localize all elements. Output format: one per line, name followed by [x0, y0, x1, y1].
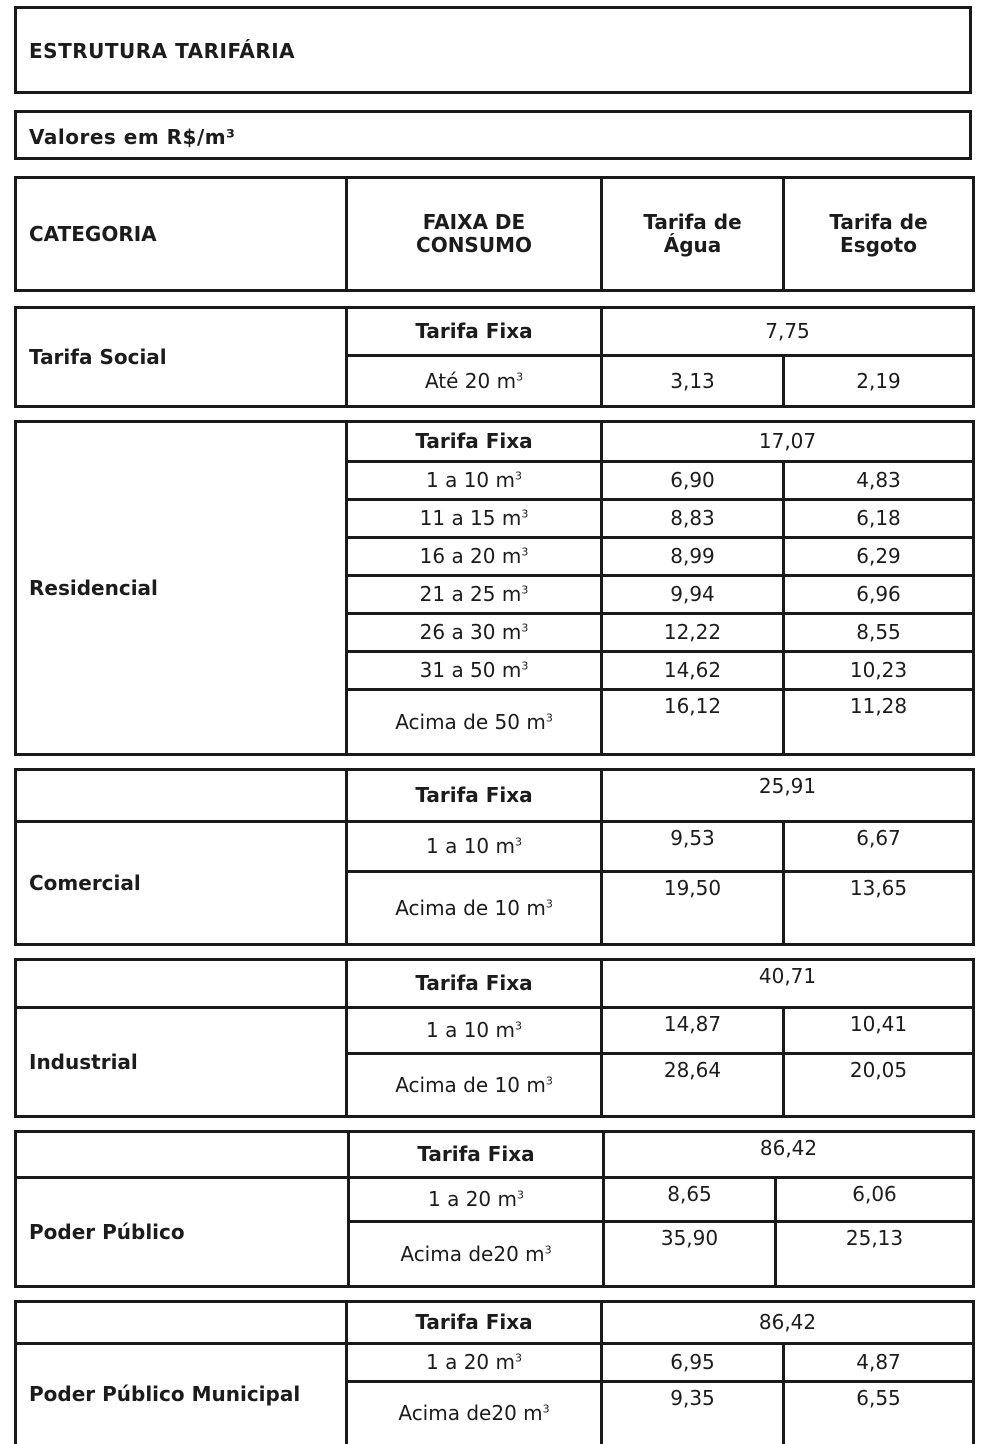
tarifa-fixa-label: Tarifa Fixa	[347, 308, 602, 356]
category-table-comercial	[14, 768, 975, 946]
category-name: Poder Público	[16, 1178, 349, 1287]
esgoto-cell: 6,55	[784, 1382, 974, 1444]
category-table-industrial	[14, 958, 975, 1118]
blank-cell	[16, 960, 347, 1008]
agua-cell: 19,50	[602, 872, 784, 945]
faixa-cell: 1 a 10 $m^3$	[347, 462, 602, 500]
faixa-cell: 16 a 20 $m^3$	[347, 538, 602, 576]
agua-cell: 12,22	[602, 614, 784, 652]
agua-cell: 9,35	[602, 1382, 784, 1444]
esgoto-cell: 10,23	[784, 652, 974, 690]
category-table-residencial	[14, 420, 975, 756]
faixa-cell: 1 a 20 $m^3$	[347, 1344, 602, 1382]
agua-cell: 9,94	[602, 576, 784, 614]
esgoto-cell: 20,05	[784, 1054, 974, 1117]
esgoto-cell: 2,19	[784, 356, 974, 407]
title-box	[14, 6, 972, 94]
esgoto-cell: 25,13	[776, 1222, 974, 1287]
tarifa-fixa-label: Tarifa Fixa	[347, 770, 602, 822]
tarifa-fixa-value: 17,07	[602, 422, 974, 462]
units-box	[14, 110, 972, 160]
esgoto-cell: 6,67	[784, 822, 974, 872]
tarifa-fixa-label: Tarifa Fixa	[347, 1302, 602, 1344]
agua-cell: 14,87	[602, 1008, 784, 1054]
category-name: Industrial	[16, 1008, 347, 1117]
esgoto-cell: 4,87	[784, 1344, 974, 1382]
agua-cell: 8,83	[602, 500, 784, 538]
agua-cell: 14,62	[602, 652, 784, 690]
faixa-cell: Até 20 $m^3$	[347, 356, 602, 407]
category-name: Tarifa Social	[16, 308, 347, 407]
tarifa-fixa-value: 86,42	[602, 1302, 974, 1344]
header-agua: Tarifa de Água	[602, 178, 784, 291]
agua-cell: 8,65	[604, 1178, 776, 1222]
esgoto-cell: 11,28	[784, 690, 974, 755]
faixa-cell: Acima de 50 $m^3$	[347, 690, 602, 755]
units-label: Valores em R$/m³	[29, 125, 236, 149]
header-categoria: CATEGORIA	[16, 178, 347, 291]
tarifa-fixa-value: 7,75	[602, 308, 974, 356]
category-table-poder-publico-municipal	[14, 1300, 975, 1444]
header-faixa: FAIXA DE CONSUMO	[347, 178, 602, 291]
header-table	[14, 176, 975, 292]
agua-cell: 8,99	[602, 538, 784, 576]
blank-cell	[16, 1132, 349, 1178]
blank-cell	[16, 770, 347, 822]
esgoto-cell: 6,96	[784, 576, 974, 614]
page-title: ESTRUTURA TARIFÁRIA	[29, 39, 296, 63]
faixa-cell: 31 a 50 $m^3$	[347, 652, 602, 690]
faixa-cell: Acima de20 $m^3$	[349, 1222, 604, 1287]
agua-cell: 9,53	[602, 822, 784, 872]
agua-cell: 3,13	[602, 356, 784, 407]
category-name: Residencial	[16, 422, 347, 755]
category-name: Comercial	[16, 822, 347, 945]
faixa-cell: 21 a 25 $m^3$	[347, 576, 602, 614]
tarifa-fixa-label: Tarifa Fixa	[347, 960, 602, 1008]
esgoto-cell: 6,06	[776, 1178, 974, 1222]
agua-cell: 6,95	[602, 1344, 784, 1382]
category-table-tarifa-social	[14, 306, 975, 408]
tarifa-fixa-label: Tarifa Fixa	[349, 1132, 604, 1178]
category-table-poder-publico	[14, 1130, 975, 1288]
agua-cell: 28,64	[602, 1054, 784, 1117]
agua-cell: 6,90	[602, 462, 784, 500]
agua-cell: 35,90	[604, 1222, 776, 1287]
esgoto-cell: 6,29	[784, 538, 974, 576]
esgoto-cell: 8,55	[784, 614, 974, 652]
faixa-cell: 1 a 10 $m^3$	[347, 822, 602, 872]
esgoto-cell: 13,65	[784, 872, 974, 945]
tarifa-fixa-value: 25,91	[602, 770, 974, 822]
faixa-cell: 26 a 30 $m^3$	[347, 614, 602, 652]
esgoto-cell: 10,41	[784, 1008, 974, 1054]
tarifa-fixa-label: Tarifa Fixa	[347, 422, 602, 462]
category-name: Poder Público Municipal	[16, 1344, 347, 1444]
faixa-cell: Acima de 10 $m^3$	[347, 1054, 602, 1117]
agua-cell: 16,12	[602, 690, 784, 755]
blank-cell	[16, 1302, 347, 1344]
faixa-cell: 1 a 20 $m^3$	[349, 1178, 604, 1222]
faixa-cell: Acima de 10 $m^3$	[347, 872, 602, 945]
tarifa-fixa-value: 86,42	[604, 1132, 974, 1178]
esgoto-cell: 4,83	[784, 462, 974, 500]
faixa-cell: 1 a 10 $m^3$	[347, 1008, 602, 1054]
header-esgoto: Tarifa de Esgoto	[784, 178, 974, 291]
esgoto-cell: 6,18	[784, 500, 974, 538]
faixa-cell: Acima de20 $m^3$	[347, 1382, 602, 1444]
faixa-cell: 11 a 15 $m^3$	[347, 500, 602, 538]
tarifa-fixa-value: 40,71	[602, 960, 974, 1008]
